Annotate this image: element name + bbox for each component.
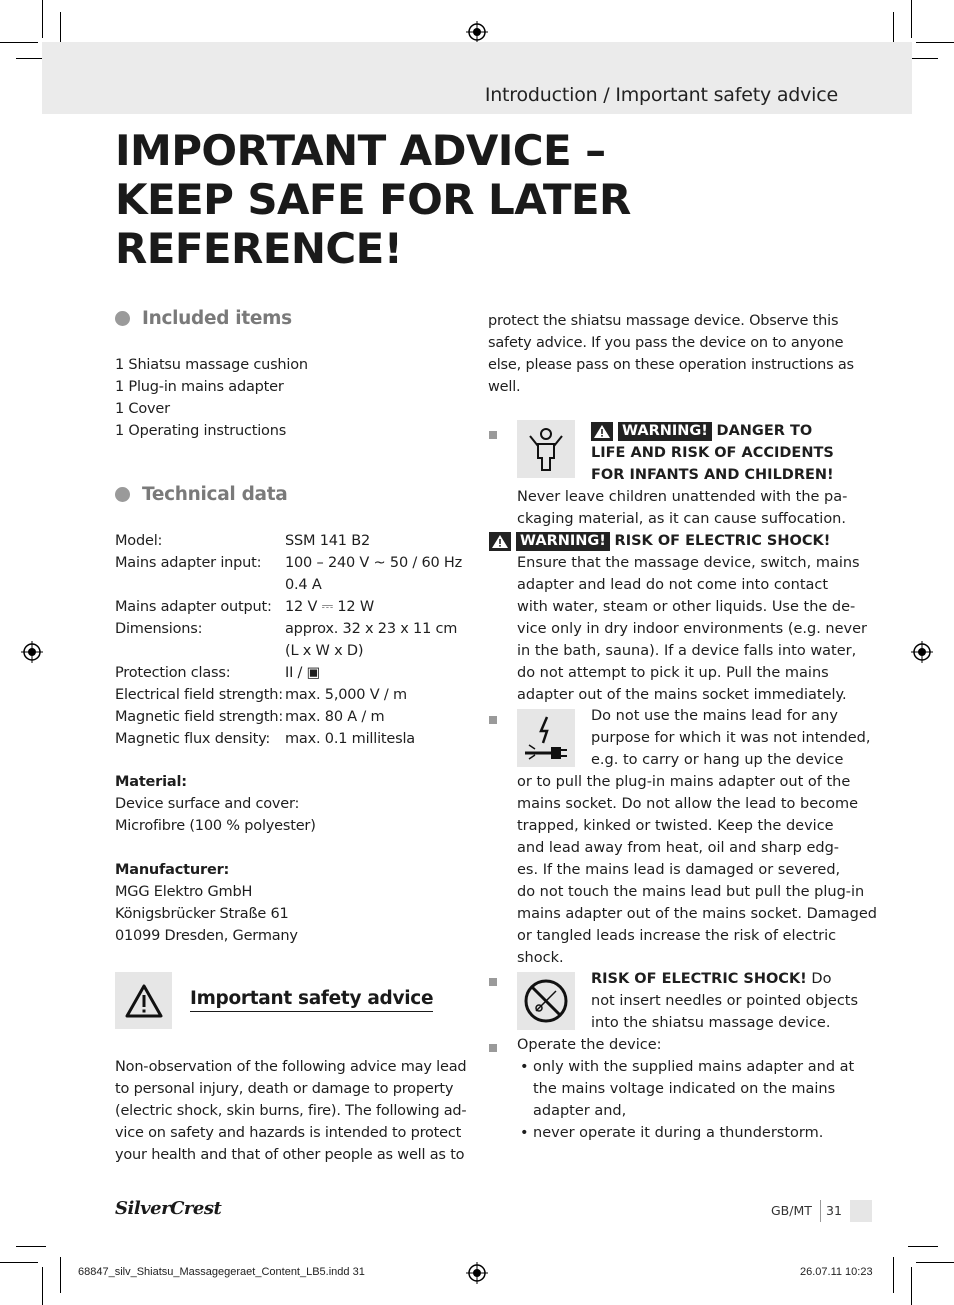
spec-value: 12 V ⎓ 12 W: [285, 599, 374, 615]
warning-children-head: [591, 420, 843, 486]
material-line: Microfibre (100 % polyester): [115, 818, 316, 834]
spec-value: (L x W x D): [285, 643, 364, 659]
text-line: adapter out of the mains socket immediately.: [517, 687, 847, 703]
spec-value: 0.4 A: [285, 577, 322, 593]
registration-mark-icon: [21, 641, 43, 663]
spec-key: [115, 574, 285, 596]
text-fragment: Do: [811, 971, 832, 987]
text-line: and lead away from heat, oil and sharp edg-: [517, 840, 840, 856]
lead-top-text: [591, 705, 870, 771]
bullet-dot-icon: [115, 311, 130, 326]
technical-data-table: [115, 530, 465, 750]
table-row: [115, 728, 465, 750]
text-line: (electric shock, skin burns, fire). The following ad-: [115, 1103, 467, 1119]
list-square-icon: [489, 716, 497, 724]
table-row: [115, 574, 465, 596]
text-line: [591, 968, 858, 990]
table-row: [115, 640, 465, 662]
crop-mark: [908, 1246, 938, 1247]
spec-key: Protection class:: [115, 665, 231, 681]
text-line: vice only in dry indoor environments (e.g. never: [517, 621, 868, 637]
table-row: [115, 596, 465, 618]
crop-mark: [0, 42, 38, 43]
spec-value: II / ▣: [285, 665, 321, 681]
list-item: 1 Operating instructions: [115, 423, 287, 439]
warning-heading: RISK OF ELECTRIC SHOCK!: [591, 971, 807, 987]
text-line: not insert needles or pointed objects: [591, 993, 859, 1009]
no-needles-icon: [522, 977, 570, 1025]
header-title: Introduction / Important safety advice: [484, 84, 838, 106]
text-line: mains adapter out of the mains socket. Damaged: [517, 906, 877, 922]
crop-mark: [16, 1246, 46, 1247]
text-line: protect the shiatsu massage device. Observe this: [488, 313, 839, 329]
warning-shock-body: [517, 552, 867, 706]
crop-mark: [893, 1257, 894, 1293]
list-item: [517, 1122, 854, 1144]
child-icon: [524, 424, 568, 474]
spec-value: SSM 141 B2: [285, 533, 370, 549]
bullet-icon: •: [520, 1125, 529, 1141]
text-line: Non-observation of the following advice may lead: [115, 1059, 467, 1075]
warning-heading: RISK OF ELECTRIC SHOCK!: [614, 533, 831, 549]
list-item: [517, 1056, 854, 1122]
text-line: Never leave children unattended with the pa-: [517, 489, 848, 505]
spec-key: Electrical field strength:: [115, 687, 283, 703]
text-line: Ensure that the massage device, switch, mains: [517, 555, 860, 571]
page-title-line: KEEP SAFE FOR LATER: [115, 175, 631, 224]
slug-timestamp: 26.07.11 10:23: [800, 1266, 873, 1278]
table-row: [115, 706, 465, 728]
text-line: shock.: [517, 950, 564, 966]
spec-value: 100 – 240 V ~ 50 / 60 Hz: [285, 555, 463, 571]
text-line: or to pull the plug-in mains adapter out of the: [517, 774, 851, 790]
text-line: purpose for which it was not intended,: [591, 730, 871, 746]
material-label: Material:: [115, 774, 187, 790]
registration-mark-icon: [466, 21, 488, 43]
safety-heading: Important safety advice: [190, 988, 433, 1012]
text-line: ckaging material, as it can cause suffocation.: [517, 511, 846, 527]
list-square-icon: [489, 1044, 497, 1052]
text-line: do not attempt to pick it up. Pull the mains: [517, 665, 829, 681]
spec-key: Model:: [115, 533, 163, 549]
text-line: adapter and,: [533, 1103, 627, 1119]
slug-filename: 68847_silv_Shiatsu_Massagegeraet_Content_LB5.indd 31: [78, 1266, 365, 1278]
safety-box: [115, 972, 172, 1029]
text-line: else, please pass on these operation instructions as: [488, 357, 854, 373]
warning-heading: LIFE AND RISK OF ACCIDENTS: [591, 445, 834, 461]
spec-key: [115, 640, 285, 662]
text-line: or tangled leads increase the risk of electric: [517, 928, 837, 944]
warning-heading: FOR INFANTS AND CHILDREN!: [591, 467, 834, 483]
needle-text: [591, 968, 858, 1034]
text-line: do not touch the mains lead but pull the plug-in: [517, 884, 865, 900]
table-row: [115, 684, 465, 706]
warning-triangle-icon: [591, 422, 613, 441]
text-line: Do not use the mains lead for any: [591, 708, 838, 724]
material-line: Device surface and cover:: [115, 796, 300, 812]
page-number: 31: [826, 1203, 842, 1218]
lead-pictogram: [517, 709, 575, 767]
bullet-icon: •: [520, 1059, 529, 1075]
text-line: e.g. to carry or hang up the device: [591, 752, 844, 768]
included-items-heading: [115, 308, 292, 329]
crop-mark: [911, 0, 912, 38]
warning-triangle-icon: [124, 983, 164, 1019]
operate-bullets: [517, 1056, 854, 1144]
crop-mark: [0, 1262, 38, 1263]
crop-mark: [911, 1267, 912, 1305]
text-line: with water, steam or other liquids. Use the de-: [517, 599, 856, 615]
child-warning-pictogram: [517, 420, 575, 478]
spec-key: Mains adapter output:: [115, 599, 272, 615]
text-line: in the bath, sauna). If a device falls into water,: [517, 643, 857, 659]
footer-box: [850, 1200, 872, 1222]
footer-language: GB/MT: [771, 1203, 812, 1218]
spec-value: approx. 32 x 23 x 11 cm: [285, 621, 458, 637]
crop-mark: [916, 42, 954, 43]
crop-mark: [908, 58, 938, 59]
text-line: vice on safety and hazards is intended to protect: [115, 1125, 462, 1141]
list-item: 1 Shiatsu massage cushion: [115, 357, 308, 373]
spec-key: Magnetic flux density:: [115, 731, 271, 747]
table-row: [115, 552, 465, 574]
text-line: well.: [488, 379, 521, 395]
warning-children-body: [517, 486, 847, 530]
section-heading-label: Included items: [142, 308, 292, 329]
electric-plug-icon: [521, 713, 571, 763]
warning-line: [591, 420, 843, 442]
warning-badge: [489, 532, 610, 551]
text-line: mains socket. Do not allow the lead to become: [517, 796, 859, 812]
technical-data-heading: [115, 484, 287, 505]
needle-pictogram: [517, 972, 575, 1030]
spec-value: max. 80 A / m: [285, 709, 385, 725]
text-line: trapped, kinked or twisted. Keep the device: [517, 818, 834, 834]
text-line: into the shiatsu massage device.: [591, 1015, 831, 1031]
table-row: [115, 662, 465, 684]
continued-text: [488, 310, 854, 398]
manufacturer-line: MGG Elektro GmbH: [115, 884, 253, 900]
silvercrest-logo: SilverCrest: [115, 1198, 222, 1219]
list-square-icon: [489, 978, 497, 986]
manufacturer-block: [115, 859, 465, 947]
text-line: es. If the mains lead is damaged or severed,: [517, 862, 841, 878]
list-square-icon: [489, 431, 497, 439]
bullet-dot-icon: [115, 487, 130, 502]
text-line: only with the supplied mains adapter and at: [533, 1059, 855, 1075]
page-title: [115, 126, 715, 273]
text-line: adapter and lead do not come into contact: [517, 577, 829, 593]
text-line: the mains voltage indicated on the mains: [533, 1081, 836, 1097]
spec-value: max. 0.1 millitesla: [285, 731, 415, 747]
spec-key: Mains adapter input:: [115, 555, 262, 571]
section-heading-label: Technical data: [142, 484, 288, 505]
warning-triangle-icon: [489, 532, 511, 551]
material-block: [115, 771, 465, 837]
table-row: [115, 530, 465, 552]
manufacturer-line: Königsbrücker Straße 61: [115, 906, 289, 922]
warning-heading: DANGER TO: [716, 423, 813, 439]
text-line: safety advice. If you pass the device on to anyone: [488, 335, 844, 351]
page-title-line: REFERENCE!: [115, 224, 403, 273]
list-item: 1 Plug-in mains adapter: [115, 379, 284, 395]
text-line: to personal injury, death or damage to property: [115, 1081, 454, 1097]
warning-badge: [591, 422, 712, 441]
list-item: 1 Cover: [115, 401, 170, 417]
crop-mark: [916, 1262, 954, 1263]
spec-key: Magnetic field strength:: [115, 709, 284, 725]
registration-mark-icon: [466, 1262, 488, 1284]
manufacturer-label: Manufacturer:: [115, 862, 230, 878]
text-line: your health and that of other people as well as to: [115, 1147, 465, 1163]
manufacturer-line: 01099 Dresden, Germany: [115, 928, 298, 944]
text-line: never operate it during a thunderstorm.: [533, 1125, 824, 1141]
lead-body-text: [517, 771, 877, 969]
page-title-line: IMPORTANT ADVICE –: [115, 126, 606, 175]
included-items-list: [115, 354, 465, 442]
operate-label: Operate the device:: [517, 1037, 662, 1053]
crop-mark: [42, 1267, 43, 1305]
table-row: [115, 618, 465, 640]
warning-shock-head: [489, 530, 830, 552]
crop-mark: [60, 1257, 61, 1293]
spec-value: max. 5,000 V / m: [285, 687, 407, 703]
safety-intro: [115, 1056, 465, 1166]
warning-label: WARNING!: [618, 422, 712, 441]
warning-label: WARNING!: [516, 532, 610, 551]
crop-mark: [42, 0, 43, 38]
spec-key: Dimensions:: [115, 621, 203, 637]
footer-divider: [820, 1200, 821, 1222]
registration-mark-icon: [911, 641, 933, 663]
